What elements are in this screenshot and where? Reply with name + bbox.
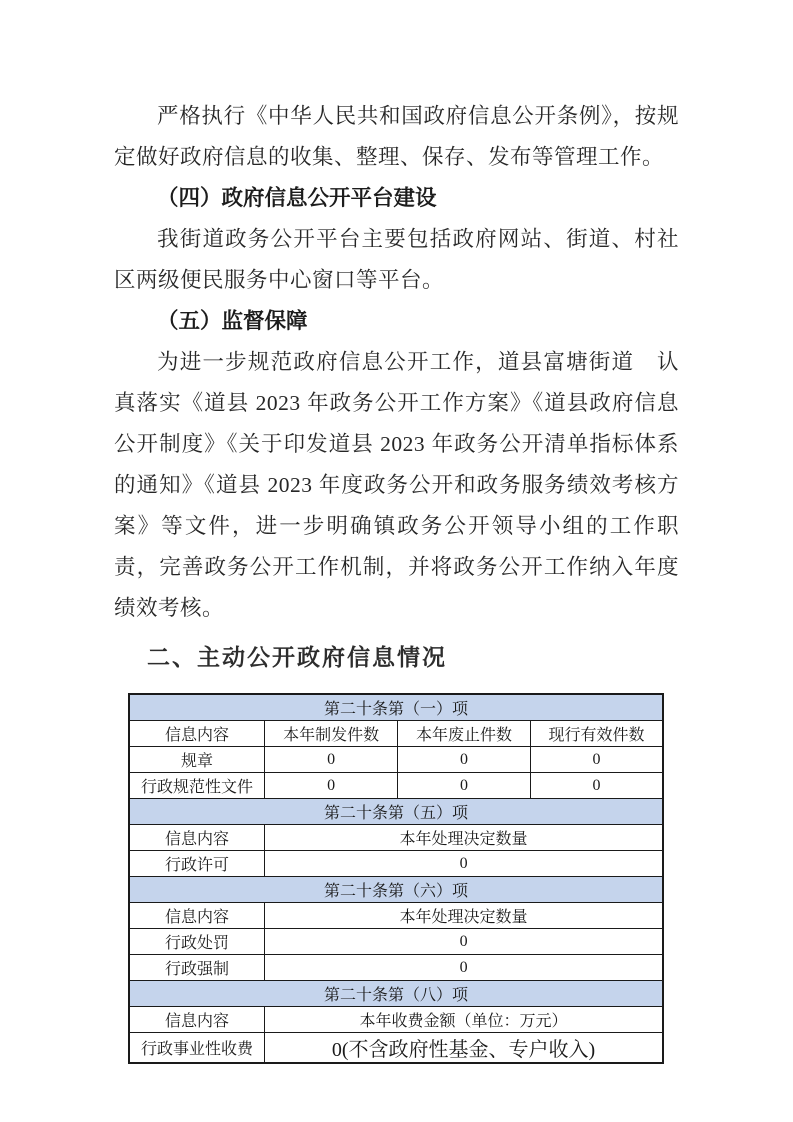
table-cell: 0 <box>398 747 531 773</box>
table-cell: 本年废止件数 <box>398 721 531 747</box>
table-section-header-row <box>129 799 663 825</box>
table-cell: 现行有效件数 <box>531 721 663 747</box>
table-cell: 0 <box>265 773 398 799</box>
heading-section-five: （五）监督保障 <box>157 309 308 333</box>
document-content <box>114 0 679 1064</box>
table-row <box>129 955 663 981</box>
table-row <box>129 773 663 799</box>
disclosure-statistics-table <box>128 693 664 1064</box>
table-section-header-row <box>129 694 663 721</box>
table-section-title: 第二十条第（八）项 <box>129 981 663 1007</box>
table-column-header-row <box>129 1007 663 1033</box>
table-section-header-row <box>129 877 663 903</box>
heading-active-disclosure: 二、主动公开政府信息情况 <box>147 644 447 670</box>
table-cell: 本年处理决定数量 <box>265 903 663 929</box>
table-cell: 0 <box>265 929 663 955</box>
table-section-title: 第二十条第（一）项 <box>129 694 663 721</box>
table-section-header-row <box>129 981 663 1007</box>
table-cell: 信息内容 <box>129 825 265 851</box>
table-cell: 0 <box>531 773 663 799</box>
table-cell: 行政强制 <box>129 955 265 981</box>
table-column-header-row <box>129 903 663 929</box>
table-cell: 行政许可 <box>129 851 265 877</box>
table-cell: 本年处理决定数量 <box>265 825 663 851</box>
table-cell: 0 <box>265 747 398 773</box>
heading-section-four: （四）政府信息公开平台建设 <box>157 186 437 210</box>
table-cell: 本年收费金额（单位：万元） <box>265 1007 663 1033</box>
table-cell: 0 <box>398 773 531 799</box>
paragraph-platform-construction: 我街道政务公开平台主要包括政府网站、街道、村社区两级便民服务中心窗口等平台。 <box>114 227 679 292</box>
table-cell: 本年制发件数 <box>265 721 398 747</box>
table-row <box>129 851 663 877</box>
table-row <box>129 929 663 955</box>
table-cell: 信息内容 <box>129 1007 265 1033</box>
paragraph-regulation-execution: 严格执行《中华人民共和国政府信息公开条例》，按规定做好政府信息的收集、整理、保存、发布等管理工作。 <box>114 104 679 169</box>
table-column-header-row <box>129 825 663 851</box>
table-cell: 行政事业性收费 <box>129 1033 265 1064</box>
table-column-header-row <box>129 721 663 747</box>
table-cell: 行政处罚 <box>129 929 265 955</box>
table-cell: 0 <box>531 747 663 773</box>
table-cell: 0 <box>265 955 663 981</box>
table-cell: 0(不含政府性基金、专户收入) <box>265 1033 663 1064</box>
table-cell: 规章 <box>129 747 265 773</box>
table-section-title: 第二十条第（六）项 <box>129 877 663 903</box>
table-section-title: 第二十条第（五）项 <box>129 799 663 825</box>
table-cell: 0 <box>265 851 663 877</box>
table-cell: 行政规范性文件 <box>129 773 265 799</box>
table-cell: 信息内容 <box>129 721 265 747</box>
table-row <box>129 1033 663 1064</box>
paragraph-supervision-guarantee: 为进一步规范政府信息公开工作，道县富塘街道 认真落实《道县 2023 年政务公开工作方案》《道县政府信息公开制度》《关于印发道县 2023 年政务公开清单指标体系的通知》《道县 2023 年度政务公开和政务服务绩效考核方案》等文件，进一步明确镇政务公开领导小组的工作职责，完善政务公开工作机制，并将政务公开工作纳入年度绩效考核。 <box>114 350 679 620</box>
table-cell: 信息内容 <box>129 903 265 929</box>
table-row <box>129 747 663 773</box>
